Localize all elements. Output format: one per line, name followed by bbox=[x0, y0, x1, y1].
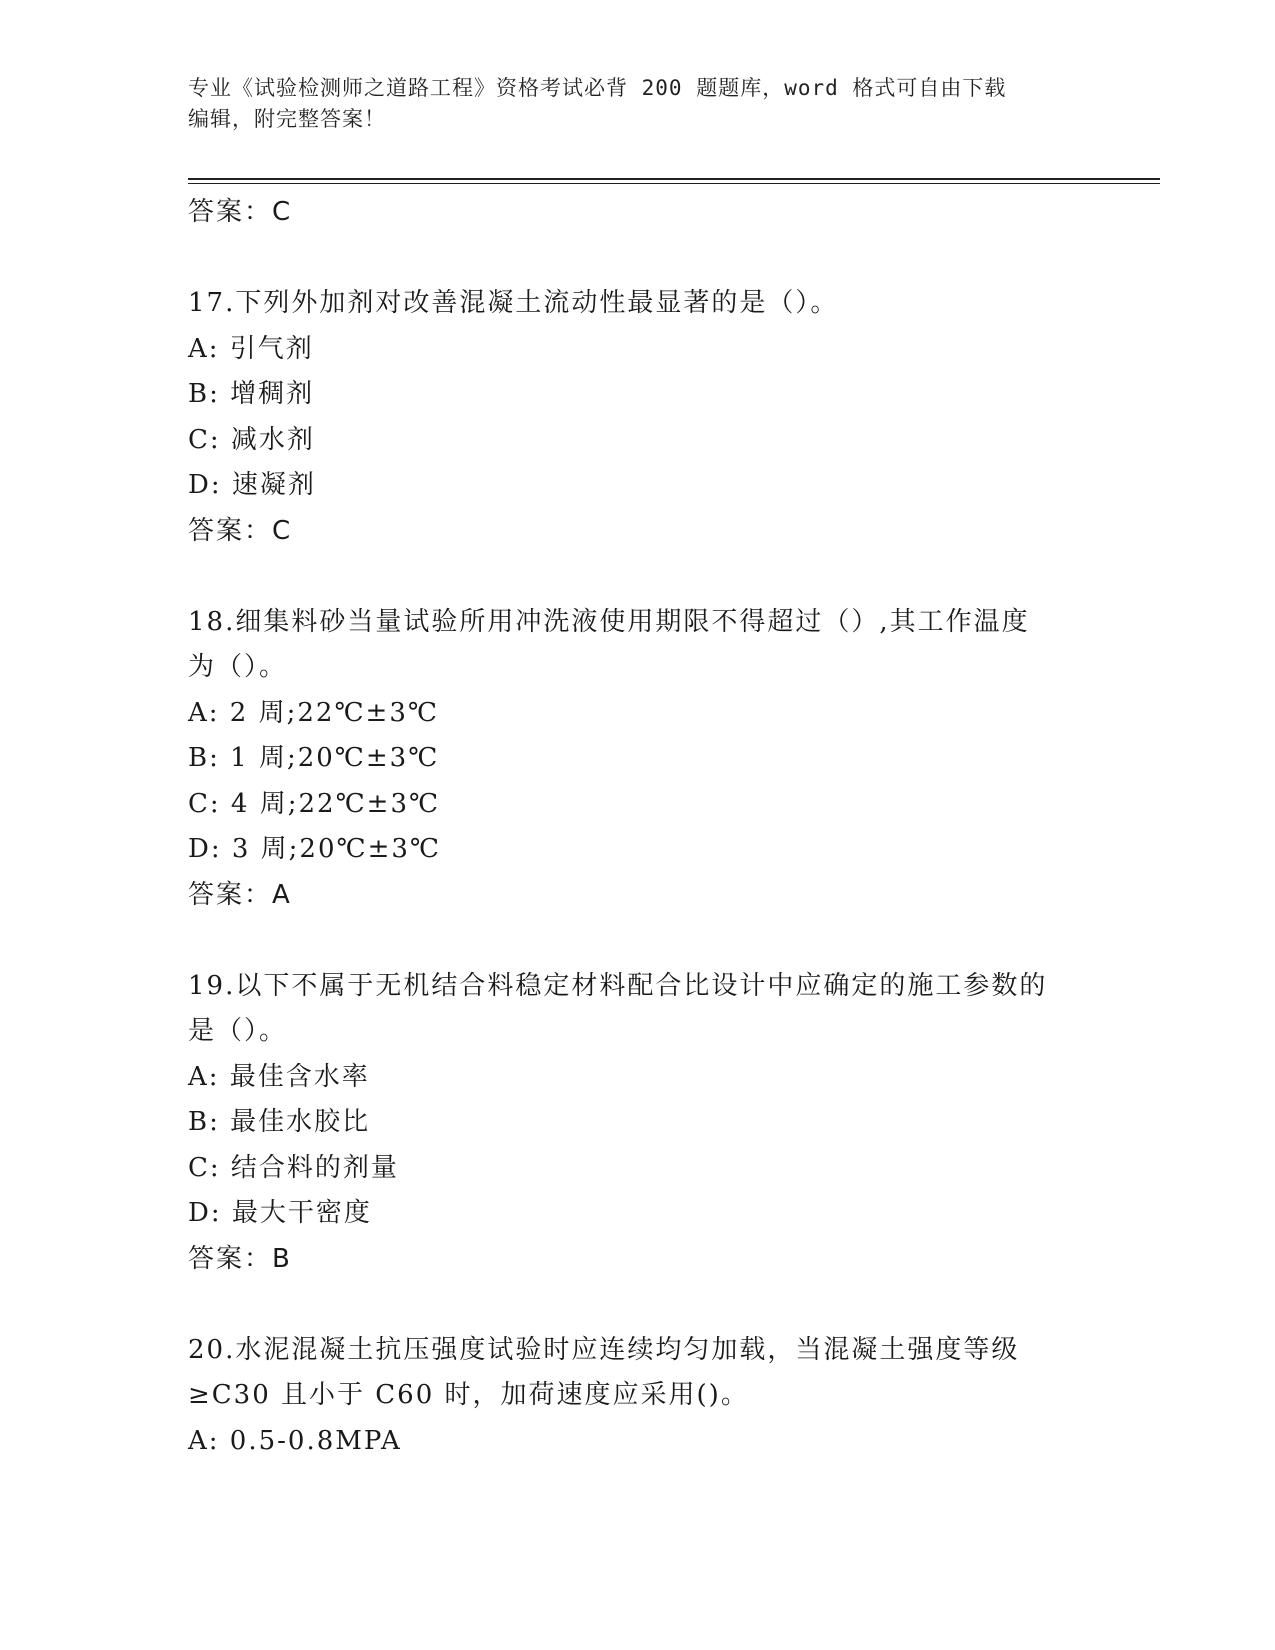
question-title: 17.下列外加剂对改善混凝土流动性最显著的是（）。 bbox=[188, 288, 839, 318]
option-a: A: 最佳含水率 bbox=[188, 1061, 370, 1092]
option-a: A: 引气剂 bbox=[188, 333, 314, 364]
header-line-2: 编辑，附完整答案！ bbox=[188, 107, 386, 131]
option-c: C: 减水剂 bbox=[188, 424, 315, 455]
question-18 bbox=[188, 600, 1088, 919]
answer: 答案：A bbox=[188, 879, 292, 910]
question-title-continued: 是（）。 bbox=[188, 1016, 288, 1046]
answer-previous: 答案：C bbox=[188, 197, 293, 227]
option-c: C: 4 周;22℃±3℃ bbox=[188, 788, 441, 819]
option-b: B: 增稠剂 bbox=[188, 379, 315, 409]
option-d: D: 速凝剂 bbox=[188, 470, 316, 500]
question-title: 19.以下不属于无机结合料稳定材料配合比设计中应确定的施工参数的 bbox=[188, 970, 1048, 1001]
question-20 bbox=[188, 1328, 1088, 1465]
header-rule-thin bbox=[188, 183, 1160, 184]
option-a: A: 0.5-0.8MPA bbox=[188, 1425, 402, 1456]
page-header bbox=[188, 73, 1068, 135]
answer: 答案：C bbox=[188, 515, 293, 546]
question-title: 20.水泥混凝土抗压强度试验时应连续均匀加载，当混凝土强度等级 bbox=[188, 1334, 1020, 1365]
question-17 bbox=[188, 281, 1088, 554]
option-b: B: 1 周;20℃±3℃ bbox=[188, 743, 440, 773]
option-b: B: 最佳水胶比 bbox=[188, 1107, 371, 1137]
option-c: C: 结合料的剂量 bbox=[188, 1152, 399, 1183]
option-d: D: 最大干密度 bbox=[188, 1198, 372, 1228]
option-a: A: 2 周;22℃±3℃ bbox=[188, 697, 439, 728]
question-title: 18.细集料砂当量试验所用冲洗液使用期限不得超过（）,其工作温度 bbox=[188, 606, 1030, 637]
question-list bbox=[188, 190, 1088, 1464]
header-rule-thick bbox=[188, 178, 1160, 180]
question-title-continued: 为（）。 bbox=[188, 652, 288, 682]
question-19 bbox=[188, 964, 1088, 1283]
answer: 答案：B bbox=[188, 1243, 292, 1274]
question-title-continued: ≥C30 且小于 C60 时，加荷速度应采用()。 bbox=[188, 1380, 749, 1410]
header-line-1: 专业《试验检测师之道路工程》资格考试必背 200 题题库，word 格式可自由下载 bbox=[188, 76, 1007, 100]
option-d: D: 3 周;20℃±3℃ bbox=[188, 834, 442, 864]
